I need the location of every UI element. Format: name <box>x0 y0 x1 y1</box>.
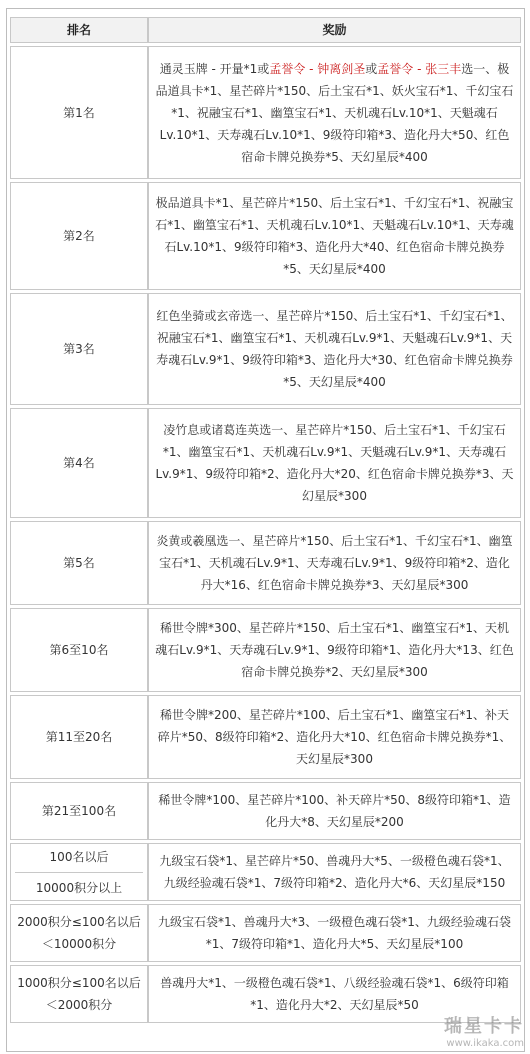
reward-cell <box>148 46 521 179</box>
rank-cell: 第1名 <box>10 46 148 179</box>
rank-line-2: 10000积分以上 <box>35 880 123 895</box>
table-row <box>10 782 521 840</box>
reward-text: 通灵玉牌 - 开量*1或 <box>159 61 270 76</box>
ranking-rewards-table <box>10 14 521 1026</box>
rank-cell: 第6至10名 <box>10 608 148 692</box>
table-row <box>10 843 521 901</box>
reward-cell: 稀世令牌*100、星芒碎片*100、补天碎片*50、8级符印箱*1、造化丹大*8、天幻星辰*200 <box>148 782 521 840</box>
rank-line-1: 1000积分≤100名以后 <box>17 976 141 990</box>
table-row <box>10 695 521 779</box>
rank-line-1: 2000积分≤100名以后 <box>17 915 141 929</box>
reward-text: 或 <box>365 61 378 76</box>
rank-cell <box>10 965 148 1023</box>
reward-cell: 稀世令牌*300、星芒碎片*150、后土宝石*1、幽篁宝石*1、天机魂石Lv.9*1、天寿魂石Lv.9*1、9级符印箱*1、造化丹大*13、红色宿命卡牌兑换券*2、天幻星辰*300 <box>148 608 521 692</box>
rank-cell: 第3名 <box>10 293 148 405</box>
rank-cell: 第2名 <box>10 182 148 290</box>
reward-cell: 兽魂丹大*1、一级橙色魂石袋*1、八级经验魂石袋*1、6级符印箱*1、造化丹大*2、天幻星辰*50 <box>148 965 521 1023</box>
table-row <box>10 182 521 290</box>
table-header-row <box>10 17 521 43</box>
table-row <box>10 46 521 179</box>
reward-cell: 九级宝石袋*1、兽魂丹大*3、一级橙色魂石袋*1、九级经验魂石袋*1、7级符印箱*1、造化丹大*5、天幻星辰*100 <box>148 904 521 962</box>
cell-divider <box>15 872 143 873</box>
reward-text: 选一、极品道具卡*1、星芒碎片*150、后土宝石*1、妖火宝石*1、千幻宝石*1、祝融宝石*1、幽篁宝石*1、天机魂石Lv.10*1、天魁魂石Lv.10*1、天寿魂石Lv.10*1、9级符印箱*3、造化丹大*50、红色宿命卡牌兑换券*5、天幻星辰*400 <box>155 61 514 164</box>
rank-cell: 第21至100名 <box>10 782 148 840</box>
reward-highlight: 孟誉令 - 钟离剑圣 <box>269 61 366 76</box>
reward-cell: 稀世令牌*200、星芒碎片*100、后土宝石*1、幽篁宝石*1、补天碎片*50、8级符印箱*2、造化丹大*10、红色宿命卡牌兑换券*1、天幻星辰*300 <box>148 695 521 779</box>
rank-line-1: 100名以后 <box>49 849 109 864</box>
reward-cell: 红色坐骑或玄帝选一、星芒碎片*150、后土宝石*1、千幻宝石*1、祝融宝石*1、幽篁宝石*1、天机魂石Lv.9*1、天魁魂石Lv.9*1、天寿魂石Lv.9*1、9级符印箱*3、造化丹大*30、红色宿命卡牌兑换券*5、天幻星辰*400 <box>148 293 521 405</box>
watermark-brand: 瑞星卡卡 <box>444 1016 524 1037</box>
watermark-url: www.ikaka.com <box>446 1038 524 1049</box>
rank-line-2: ＜2000积分 <box>45 998 113 1012</box>
rank-line-2: ＜10000积分 <box>41 937 117 951</box>
rank-cell: 第4名 <box>10 408 148 518</box>
reward-highlight: 孟誉令 - 张三丰 <box>377 61 462 76</box>
rank-cell: 第11至20名 <box>10 695 148 779</box>
table-row <box>10 293 521 405</box>
table-row <box>10 904 521 962</box>
table-row <box>10 965 521 1023</box>
table-row <box>10 408 521 518</box>
reward-cell: 炎黄或羲凰选一、星芒碎片*150、后土宝石*1、千幻宝石*1、幽篁宝石*1、天机魂石Lv.9*1、天寿魂石Lv.9*1、9级符印箱*2、造化丹大*16、红色宿命卡牌兑换券*3、天幻星辰*300 <box>148 521 521 605</box>
rank-cell <box>10 904 148 962</box>
rank-cell: 第5名 <box>10 521 148 605</box>
reward-cell: 极品道具卡*1、星芒碎片*150、后土宝石*1、千幻宝石*1、祝融宝石*1、幽篁宝石*1、天机魂石Lv.10*1、天魁魂石Lv.10*1、天寿魂石Lv.10*1、9级符印箱*3、造化丹大*40、红色宿命卡牌兑换券*5、天幻星辰*400 <box>148 182 521 290</box>
table-row <box>10 608 521 692</box>
header-reward: 奖励 <box>148 17 521 43</box>
table-row <box>10 521 521 605</box>
header-rank: 排名 <box>10 17 148 43</box>
reward-cell: 九级宝石袋*1、星芒碎片*50、兽魂丹大*5、一级橙色魂石袋*1、九级经验魂石袋*1、7级符印箱*2、造化丹大*6、天幻星辰*150 <box>148 843 521 901</box>
reward-cell: 凌竹息或诸葛连英选一、星芒碎片*150、后土宝石*1、千幻宝石*1、幽篁宝石*1、天机魂石Lv.9*1、天魁魂石Lv.9*1、天寿魂石Lv.9*1、9级符印箱*2、造化丹大*20、红色宿命卡牌兑换券*3、天幻星辰*300 <box>148 408 521 518</box>
rank-cell <box>10 843 148 901</box>
